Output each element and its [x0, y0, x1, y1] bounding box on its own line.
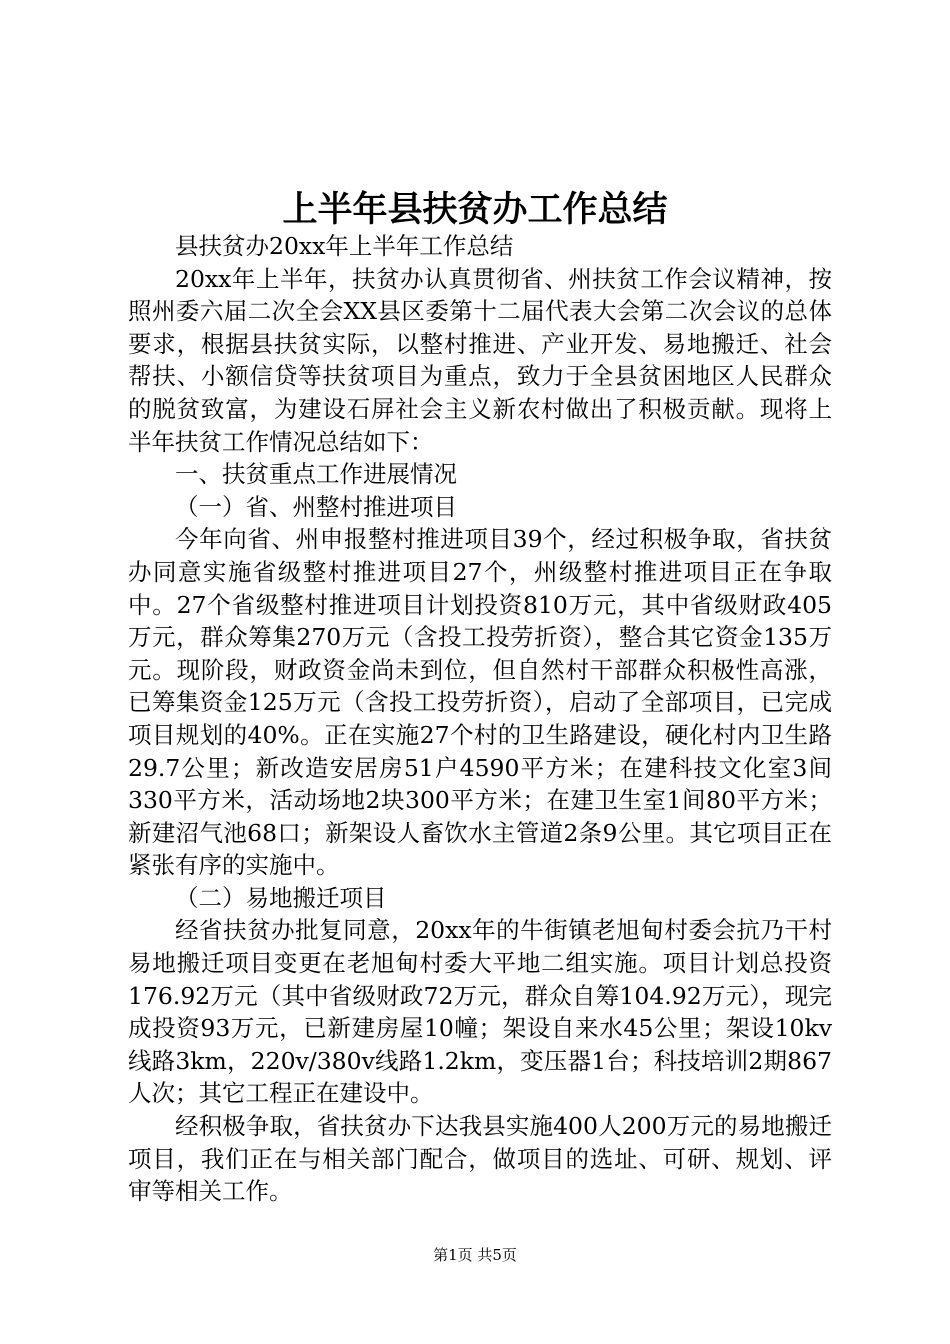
subsection-2-paragraph-1: 经省扶贫办批复同意，20xx年的牛街镇老旭甸村委会抗乃干村易地搬迁项目变更在老旭甸村委大平地二组实施。项目计划总投资176.92万元（其中省级财政72万元，群众自筹104.92万元），现完成投资93万元，已新建房屋10幢；架设自来水45公里；架设10kv线路3km，220v/380v线路1.2km，变压器1台；科技培训2期867人次；其它工程正在建设中。: [128, 916, 832, 1108]
document-title: 上半年县扶贫办工作总结: [282, 189, 668, 230]
subsection-2-heading: （二）易地搬迁项目: [175, 883, 387, 912]
document-body: [128, 230, 832, 1208]
page-number-footer: 第1页 共5页: [433, 1246, 517, 1264]
subsection-2-paragraph-2: 经积极争取，省扶贫办下达我县实施400人200万元的易地搬迁项目，我们正在与相关部门配合，做项目的选址、可研、规划、评审等相关工作。: [128, 1112, 832, 1206]
subsection-1-paragraph: 今年向省、州申报整村推进项目39个，经过积极争取，省扶贫办同意实施省级整村推进项目27个，州级整村推进项目正在争取中。27个省级整村推进项目计划投资810万元，其中省级财政405万元，群众筹集270万元（含投工投劳折资），整合其它资金135万元。现阶段，财政资金尚未到位，但自然村干部群众积极性高涨，已筹集资金125万元（含投工投劳折资），启动了全部项目，已完成项目规划的40%。正在实施27个村的卫生路建设，硬化村内卫生路29.7公里；新改造安居房51户4590平方米；在建科技文化室3间330平方米，活动场地2块300平方米；在建卫生室1间80平方米；新建沼气池68口；新架设人畜饮水主管道2条9公里。其它项目正在紧张有序的实施中。: [128, 525, 832, 880]
intro-paragraph: 20xx年上半年，扶贫办认真贯彻省、州扶贫工作会议精神，按照州委六届二次全会XX县区委第十二届代表大会第二次会议的总体要求，根据县扶贫实际，以整村推进、产业开发、易地搬迁、社会帮扶、小额信贷等扶贫项目为重点，致力于全县贫困地区人民群众的脱贫致富，为建设石屏社会主义新农村做出了积极贡献。现将上半年扶贫工作情况总结如下：: [128, 264, 832, 456]
section-1-heading: 一、扶贫重点工作进展情况: [175, 460, 457, 489]
subsection-1-heading: （一）省、州整村推进项目: [175, 492, 457, 521]
document-subtitle: 县扶贫办20xx年上半年工作总结: [175, 232, 514, 260]
